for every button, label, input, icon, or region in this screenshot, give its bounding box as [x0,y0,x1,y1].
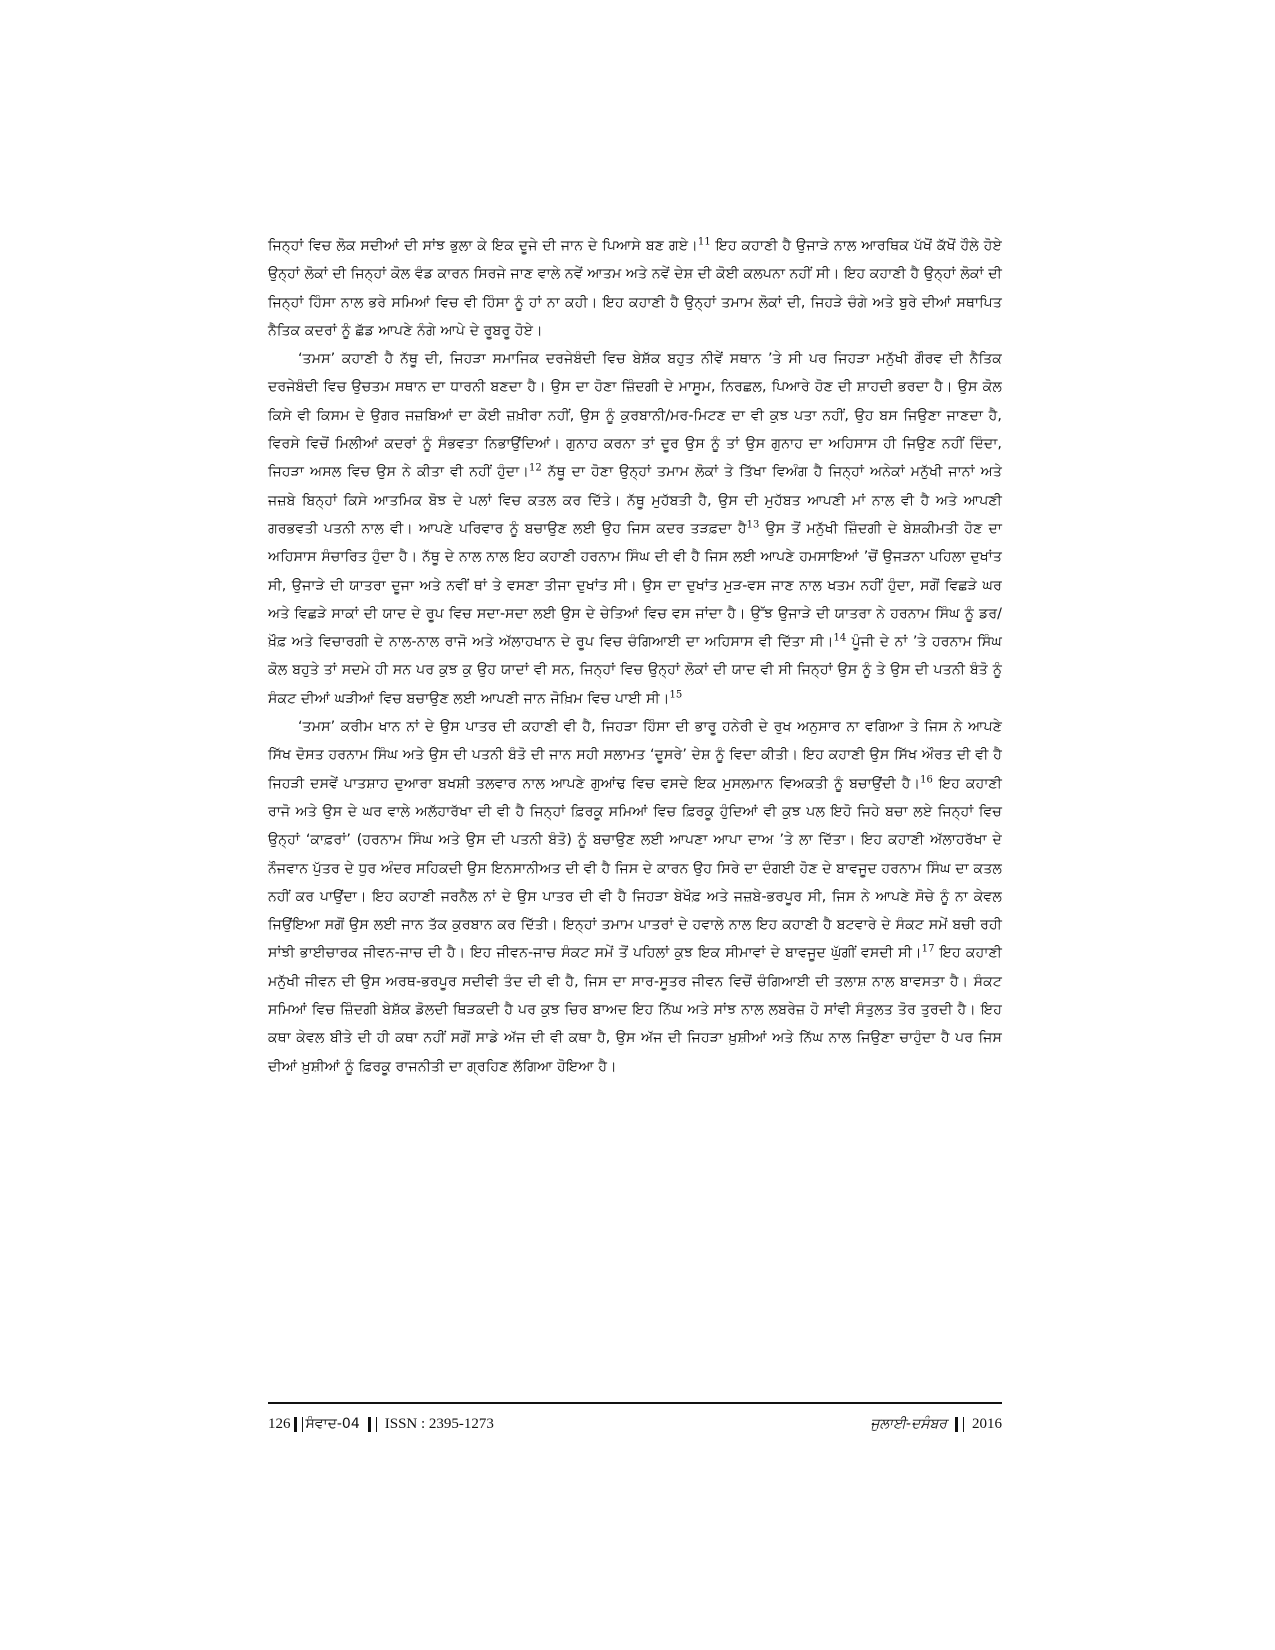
footnote-ref-16[interactable]: 16 [920,773,933,785]
issn: ISSN : 2395-1273 [384,1415,494,1432]
article-body [268,232,1002,1081]
paragraph-3-text: ‘ਤਮਸ’ ਕਰੀਮ ਖਾਨ ਨਾਂ ਦੇ ਉਸ ਪਾਤਰ ਦੀ ਕਹਾਣੀ ਵੀ ਹੈ, ਜਿਹੜਾ ਹਿੰਸਾ ਦੀ ਭਾਰੂ ਹਨੇਰੀ ਦੇ ਰੁਖ ਅਨੁਸਾਰ ਨਾ ਵਗਿਆ ਤੇ ਜਿਸ ਨੇ ਆਪਣੇ ਸਿੱਖ ਦੋਸਤ ਹਰਨਾਮ ਸਿੰਘ ਅਤੇ ਉਸ ਦੀ ਪਤਨੀ ਬੰਤੋ ਦੀ ਜਾਨ ਸਹੀ ਸਲਾਮਤ ‘ਦੂਸਰੇ’ ਦੇਸ਼ ਨੂੰ ਵਿਦਾ ਕੀਤੀ। ਇਹ ਕਹਾਣੀ ਉਸ ਸਿੱਖ ਔਰਤ ਦੀ ਵੀ ਹੈ ਜਿਹੜੀ ਦਸਵੇਂ ਪਾਤਸ਼ਾਹ ਦੁਆਰਾ ਬਖਸ਼ੀ ਤਲਵਾਰ ਨਾਲ ਆਪਣੇ ਗੁਆਂਢ ਵਿਚ ਵਸਦੇ ਇਕ ਮੁਸਲਮਾਨ ਵਿਅਕਤੀ ਨੂੰ ਬਚਾਉਂਦੀ ਹੈ। [268,719,1002,792]
paragraph-3-text-cont: ਇਹ ਕਹਾਣੀ ਰਾਜੋ ਅਤੇ ਉਸ ਦੇ ਘਰ ਵਾਲੇ ਅਲੱਹਾਰੱਖਾ ਦੀ ਵੀ ਹੈ ਜਿਨ੍ਹਾਂ ਫ਼ਿਰਕੂ ਸਮਿਆਂ ਵਿਚ ਫ਼ਿਰਕੂ ਹੁੰਦਿਆਂ ਵੀ ਕੁਝ ਪਲ ਇਹੋ ਜਿਹੇ ਬਚਾ ਲਏ ਜਿਨ੍ਹਾਂ ਵਿਚ ਉਨ੍ਹਾਂ ‘ਕਾਫ਼ਰਾਂ’ (ਹਰਨਾਮ ਸਿੰਘ ਅਤੇ ਉਸ ਦੀ ਪਤਨੀ ਬੰਤੋ) ਨੂੰ ਬਚਾਉਣ ਲਈ ਆਪਣਾ ਆਪਾ ਦਾਅ ’ਤੇ ਲਾ ਦਿੱਤਾ। ਇਹ ਕਹਾਣੀ ਅੱਲਾਹਰੱਖਾ ਦੇ ਨੌਜਵਾਨ ਪੁੱਤਰ ਦੇ ਧੁਰ ਅੰਦਰ ਸਹਿਕਦੀ ਉਸ ਇਨਸਾਨੀਅਤ ਦੀ ਵੀ ਹੈ ਜਿਸ ਦੇ ਕਾਰਨ ਉਹ ਸਿਰੇ ਦਾ ਦੰਗਈ ਹੋਣ ਦੇ ਬਾਵਜੂਦ ਹਰਨਾਮ ਸਿੰਘ ਦਾ ਕਤਲ ਨਹੀਂ ਕਰ ਪਾਉਂਦਾ। ਇਹ ਕਹਾਣੀ ਜਰਨੈਲ ਨਾਂ ਦੇ ਉਸ ਪਾਤਰ ਦੀ ਵੀ ਹੈ ਜਿਹੜਾ ਬੇਖੌਫ਼ ਅਤੇ ਜਜ਼ਬੇ-ਭਰਪੂਰ ਸੀ, ਜਿਸ ਨੇ ਆਪਣੇ ਸੋਚੇ ਨੂੰ ਨਾ ਕੇਵਲ ਜਿਉਂਇਆ ਸਗੋਂ ਉਸ ਲਈ ਜਾਨ ਤੱਕ ਕੁਰਬਾਨ ਕਰ ਦਿੱਤੀ। ਇਨ੍ਹਾਂ ਤਮਾਮ ਪਾਤਰਾਂ ਦੇ ਹਵਾਲੇ ਨਾਲ ਇਹ ਕਹਾਣੀ ਹੈ ਬਟਵਾਰੇ ਦੇ ਸੰਕਟ ਸਮੇਂ ਬਚੀ ਰਹੀ ਸਾਂਝੀ ਭਾਈਚਾਰਕ ਜੀਵਨ-ਜਾਚ ਦੀ ਹੈ। ਇਹ ਜੀਵਨ-ਜਾਚ ਸੰਕਟ ਸਮੇਂ ਤੋਂ ਪਹਿਲਾਂ ਕੁਝ ਇਕ ਸੀਮਾਵਾਂ ਦੇ ਬਾਵਜੂਦ ਘੁੱਗੀਂ ਵਸਦੀ ਸੀ। [268,775,1002,962]
footnote-ref-17[interactable]: 17 [921,943,935,955]
footer-rule [268,1402,1002,1404]
paragraph-1-text: ਜਿਨ੍ਹਾਂ ਵਿਚ ਲੋਕ ਸਦੀਆਂ ਦੀ ਸਾਂਝ ਭੁਲਾ ਕੇ ਇਕ ਦੂਜੇ ਦੀ ਜਾਨ ਦੇ ਪਿਆਸੇ ਬਣ ਗਏ। [268,238,698,254]
page-number: 126 [268,1415,291,1432]
footnote-ref-13[interactable]: 13 [746,519,760,531]
footer-right [870,1416,1002,1433]
journal-name: ਸੰਵਾਦ-04 [305,1416,360,1432]
paragraph-1-text-cont: ਇਹ ਕਹਾਣੀ ਹੈ ਉਜਾੜੇ ਨਾਲ ਆਰਥਿਕ ਪੱਖੋਂ ਕੱਖੋਂ ਹੌਲੇ ਹੋਏ ਉਨ੍ਹਾਂ ਲੋਕਾਂ ਦੀ ਜਿਨ੍ਹਾਂ ਕੋਲ ਵੰਡ ਕਾਰਨ ਸਿਰਜੇ ਜਾਣ ਵਾਲੇ ਨਵੇਂ ਆਤਮ ਅਤੇ ਨਵੇਂ ਦੇਸ਼ ਦੀ ਕੋਈ ਕਲਪਨਾ ਨਹੀਂ ਸੀ। ਇਹ ਕਹਾਣੀ ਹੈ ਉਨ੍ਹਾਂ ਲੋਕਾਂ ਦੀ ਜਿਨ੍ਹਾਂ ਹਿੰਸਾ ਨਾਲ ਭਰੇ ਸਮਿਆਂ ਵਿਚ ਵੀ ਹਿੰਸਾ ਨੂੰ ਹਾਂ ਨਾ ਕਹੀ। ਇਹ ਕਹਾਣੀ ਹੈ ਉਨ੍ਹਾਂ ਤਮਾਮ ਲੋਕਾਂ ਦੀ, ਜਿਹੜੇ ਚੰਗੇ ਅਤੇ ਬੁਰੇ ਦੀਆਂ ਸਥਾਪਿਤ ਨੈਤਿਕ ਕਦਰਾਂ ਨੂੰ ਛੱਡ ਆਪਣੇ ਨੰਗੇ ਆਪੇ ਦੇ ਰੂਬਰੂ ਹੋਏ। [268,238,1002,339]
footer-left [268,1416,494,1433]
footnote-ref-11[interactable]: 11 [697,236,711,248]
paragraph-2-text-cont2: ਉਸ ਤੋਂ ਮਨੁੱਖੀ ਜ਼ਿੰਦਗੀ ਦੇ ਬੇਸ਼ਕੀਮਤੀ ਹੋਣ ਦਾ ਅਹਿਸਾਸ ਸੰਚਾਰਿਤ ਹੁੰਦਾ ਹੈ। ਨੱਥੂ ਦੇ ਨਾਲ ਨਾਲ ਇਹ ਕਹਾਣੀ ਹਰਨਾਮ ਸਿੰਘ ਦੀ ਵੀ ਹੈ ਜਿਸ ਲਈ ਆਪਣੇ ਹਮਸਾਇਆਂ ’ਚੋਂ ਉਜੜਨਾ ਪਹਿਲਾ ਦੁਖਾਂਤ ਸੀ, ਉਜਾੜੇ ਦੀ ਯਾਤਰਾ ਦੂਜਾ ਅਤੇ ਨਵੀਂ ਥਾਂ ਤੇ ਵਸਣਾ ਤੀਜਾ ਦੁਖਾਂਤ ਸੀ। ਉਸ ਦਾ ਦੁਖਾਂਤ ਮੁੜ-ਵਸ ਜਾਣ ਨਾਲ ਖਤਮ ਨਹੀਂ ਹੁੰਦਾ, ਸਗੋਂ ਵਿਛੜੇ ਘਰ ਅਤੇ ਵਿਛੜੇ ਸਾਕਾਂ ਦੀ ਯਾਦ ਦੇ ਰੂਪ ਵਿਚ ਸਦਾ-ਸਦਾ ਲਈ ਉਸ ਦੇ ਚੇਤਿਆਂ ਵਿਚ ਵਸ ਜਾਂਦਾ ਹੈ। ਉੱਝ ਉਜਾੜੇ ਦੀ ਯਾਤਰਾ ਨੇ ਹਰਨਾਮ ਸਿੰਘ ਨੂੰ ਡਰ/ਖ਼ੌਫ਼ ਅਤੇ ਵਿਚਾਰਗੀ ਦੇ ਨਾਲ-ਨਾਲ ਰਾਜੋ ਅਤੇ ਅੱਲਾਹਖਾਨ ਦੇ ਰੂਪ ਵਿਚ ਚੰਗਿਆਈ ਦਾ ਅਹਿਸਾਸ ਵੀ ਦਿੱਤਾ ਸੀ। [268,520,1002,651]
separator-icon [955,1417,964,1432]
paragraph-2-text: ‘ਤਮਸ’ ਕਹਾਣੀ ਹੈ ਨੱਥੂ ਦੀ, ਜਿਹੜਾ ਸਮਾਜਿਕ ਦਰਜੇਬੰਦੀ ਵਿਚ ਬੇਸ਼ੱਕ ਬਹੁਤ ਨੀਵੇਂ ਸਥਾਨ ’ਤੇ ਸੀ ਪਰ ਜਿਹੜਾ ਮਨੁੱਖੀ ਗੌਰਵ ਦੀ ਨੈਤਿਕ ਦਰਜੇਬੰਦੀ ਵਿਚ ਉਚਤਮ ਸਥਾਨ ਦਾ ਧਾਰਨੀ ਬਣਦਾ ਹੈ। ਉਸ ਦਾ ਹੋਣਾ ਜ਼ਿੰਦਗੀ ਦੇ ਮਾਸੂਮ, ਨਿਰਛਲ, ਪਿਆਰੇ ਹੋਣ ਦੀ ਸ਼ਾਹਦੀ ਭਰਦਾ ਹੈ। ਉਸ ਕੋਲ ਕਿਸੇ ਵੀ ਕਿਸਮ ਦੇ ਉਗਰ ਜਜ਼ਬਿਆਂ ਦਾ ਕੋਈ ਜ਼ਖ਼ੀਰਾ ਨਹੀਂ, ਉਸ ਨੂੰ ਕੁਰਬਾਨੀ/ਮਰ-ਮਿਟਣ ਦਾ ਵੀ ਕੁਝ ਪਤਾ ਨਹੀਂ, ਉਹ ਬਸ ਜਿਉਣਾ ਜਾਣਦਾ ਹੈ, ਵਿਰਸੇ ਵਿਚੋਂ ਮਿਲੀਆਂ ਕਦਰਾਂ ਨੂੰ ਸੰਭਵਤਾ ਨਿਭਾਉਂਦਿਆਂ। ਗੁਨਾਹ ਕਰਨਾ ਤਾਂ ਦੂਰ ਉਸ ਨੂੰ ਤਾਂ ਉਸ ਗੁਨਾਹ ਦਾ ਅਹਿਸਾਸ ਹੀ ਜਿਉਣ ਨਹੀਂ ਦਿੰਦਾ, ਜਿਹੜਾ ਅਸਲ ਵਿਚ ਉਸ ਨੇ ਕੀਤਾ ਵੀ ਨਹੀਂ ਹੁੰਦਾ। [268,351,1002,481]
paragraph-1 [268,232,1002,345]
footnote-ref-12[interactable]: 12 [528,462,542,474]
paragraph-3 [268,713,1002,1081]
issue-period: ਜੁਲਾਈ-ਦਸੰਬਰ [870,1416,947,1432]
issue-year: 2016 [972,1415,1002,1432]
paragraph-3-text-cont2: ਇਹ ਕਹਾਣੀ ਮਨੁੱਖੀ ਜੀਵਨ ਦੀ ਉਸ ਅਰਥ-ਭਰਪੂਰ ਸਦੀਵੀ ਤੰਦ ਦੀ ਵੀ ਹੈ, ਜਿਸ ਦਾ ਸਾਰ-ਸੂਤਰ ਜੀਵਨ ਵਿਚੋਂ ਚੰਗਿਆਈ ਦੀ ਤਲਾਸ਼ ਨਾਲ ਬਾਵਸਤਾ ਹੈ। ਸੰਕਟ ਸਮਿਆਂ ਵਿਚ ਜ਼ਿੰਦਗੀ ਬੇਸ਼ੱਕ ਡੋਲਦੀ ਥਿੜਕਦੀ ਹੈ ਪਰ ਕੁਝ ਚਿਰ ਬਾਅਦ ਇਹ ਨਿੱਘ ਅਤੇ ਸਾਂਝ ਨਾਲ ਲਬਰੇਜ਼ ਹੋ ਸਾਂਵੀ ਸੰਤੁਲਤ ਤੋਰ ਤੁਰਦੀ ਹੈ। ਇਹ ਕਥਾ ਕੇਵਲ ਬੀਤੇ ਦੀ ਹੀ ਕਥਾ ਨਹੀਂ ਸਗੋਂ ਸਾਡੇ ਅੱਜ ਦੀ ਵੀ ਕਥਾ ਹੈ, ਉਸ ਅੱਜ ਦੀ ਜਿਹੜਾ ਖ਼ੁਸ਼ੀਆਂ ਅਤੇ ਨਿੱਘ ਨਾਲ ਜਿਉਣਾ ਚਾਹੁੰਦਾ ਹੈ ਪਰ ਜਿਸ ਦੀਆਂ ਖ਼ੁਸ਼ੀਆਂ ਨੂੰ ਫ਼ਿਰਕੂ ਰਾਜਨੀਤੀ ਦਾ ਗ੍ਰਹਿਣ ਲੱਗਿਆ ਹੋਇਆ ਹੈ। [268,945,1002,1075]
footnote-ref-15[interactable]: 15 [669,689,683,701]
separator-icon [294,1417,303,1432]
page-footer [268,1412,1002,1436]
separator-icon [368,1417,377,1432]
paragraph-2 [268,345,1002,713]
paragraph-2-text-cont: ਨੱਥੂ ਦਾ ਹੋਣਾ ਉਨ੍ਹਾਂ ਤਮਾਮ ਲੋਕਾਂ ਤੇ ਤਿੱਖਾ ਵਿਅੰਗ ਹੈ ਜਿਨ੍ਹਾਂ ਅਨੇਕਾਂ ਮਨੁੱਖੀ ਜਾਨਾਂ ਅਤੇ ਜਜ਼ਬੇ ਬਿਨ੍ਹਾਂ ਕਿਸੇ ਆਤਮਿਕ ਬੋਝ ਦੇ ਪਲਾਂ ਵਿਚ ਕਤਲ ਕਰ ਦਿੱਤੇ। ਨੱਥੂ ਮੁਹੱਬਤੀ ਹੈ, ਉਸ ਦੀ ਮੁਹੱਬਤ ਆਪਣੀ ਮਾਂ ਨਾਲ ਵੀ ਹੈ ਅਤੇ ਆਪਣੀ ਗਰਭਵਤੀ ਪਤਨੀ ਨਾਲ ਵੀ। ਆਪਣੇ ਪਰਿਵਾਰ ਨੂੰ ਬਚਾਉਣ ਲਈ ਉਹ ਜਿਸ ਕਦਰ ਤੜਫ਼ਦਾ ਹੈ [268,464,1002,537]
paragraph-2-text-cont3: ਪੂੰਜੀ ਦੇ ਨਾਂ ’ਤੇ ਹਰਨਾਮ ਸਿੰਘ ਕੋਲ ਬਹੁਤੇ ਤਾਂ ਸਦਮੇ ਹੀ ਸਨ ਪਰ ਕੁਝ ਕੁ ਉਹ ਯਾਦਾਂ ਵੀ ਸਨ, ਜਿਨ੍ਹਾਂ ਵਿਚ ਉਨ੍ਹਾਂ ਲੋਕਾਂ ਦੀ ਯਾਦ ਵੀ ਸੀ ਜਿਨ੍ਹਾਂ ਉਸ ਨੂੰ ਤੇ ਉਸ ਦੀ ਪਤਨੀ ਬੰਤੋ ਨੂੰ ਸੰਕਟ ਦੀਆਂ ਘੜੀਆਂ ਵਿਚ ਬਚਾਉਣ ਲਈ ਆਪਣੀ ਜਾਨ ਜੋਖ਼ਿਮ ਵਿਚ ਪਾਈ ਸੀ। [268,634,1002,707]
footnote-ref-14[interactable]: 14 [833,632,847,644]
